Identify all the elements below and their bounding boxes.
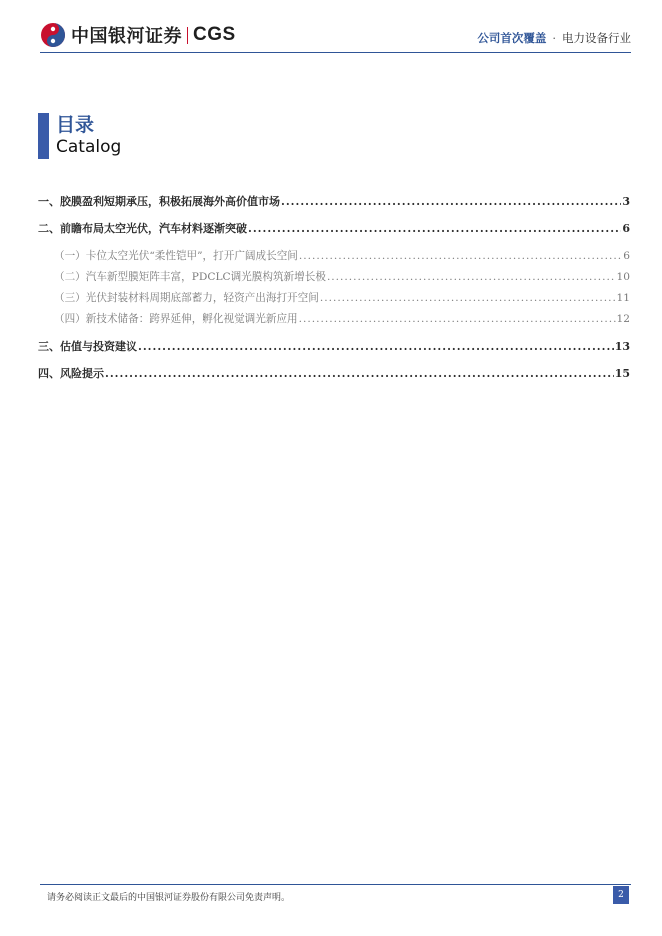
header-meta <box>477 30 631 46</box>
toc-entry-page: 6 <box>622 222 630 235</box>
footer-disclaimer: 请务必阅读正文最后的中国银河证券股份有限公司免责声明。 <box>47 893 291 903</box>
toc-leader-dots <box>138 340 614 353</box>
toc-entry[interactable] <box>38 365 630 381</box>
brand-logo <box>40 22 236 48</box>
toc-subentry[interactable] <box>38 248 630 263</box>
toc-entry-label: 风险提示 <box>60 367 104 380</box>
toc-subentry[interactable] <box>38 311 630 326</box>
toc-entry-label: 卡位太空光伏“柔性铠甲”，打开广阔成长空间 <box>85 250 298 262</box>
toc-entry-page: 11 <box>616 292 630 304</box>
toc-entry-number: 一、 <box>38 195 60 208</box>
toc-leader-dots <box>248 222 621 235</box>
header-separator: · <box>552 31 556 45</box>
toc-entry-page: 10 <box>616 271 630 283</box>
toc-leader-dots <box>299 250 622 262</box>
toc-title: 目录 <box>56 114 95 136</box>
toc-entry-number: 四、 <box>38 367 60 380</box>
toc-subtitle: Catalog <box>56 137 122 157</box>
page-header <box>0 0 662 60</box>
toc-subentry[interactable] <box>38 269 630 284</box>
toc-leader-dots <box>327 271 616 283</box>
report-type: 公司首次覆盖 <box>477 31 547 45</box>
toc-leader-dots <box>281 195 621 208</box>
toc-entry-number: （三） <box>54 292 86 304</box>
toc-entry-number: （四） <box>54 313 86 325</box>
footer-rule <box>40 884 631 885</box>
toc-entry-label: 前瞻布局太空光伏，汽车材料逐渐突破 <box>60 222 247 235</box>
cgs-logo-icon <box>40 22 66 48</box>
toc-entry-page: 13 <box>614 340 630 353</box>
toc-entry-number: 三、 <box>38 340 60 353</box>
toc-entry[interactable] <box>38 220 630 236</box>
toc-entry-page: 15 <box>614 367 630 380</box>
toc-leader-dots <box>105 367 614 380</box>
header-rule <box>40 52 631 53</box>
toc-entry-number: 二、 <box>38 222 60 235</box>
toc-entry-label: 光伏封装材料周期底部蓄力，轻资产出海打开空间 <box>85 292 319 304</box>
toc-entry-label: 估值与投资建议 <box>60 340 137 353</box>
toc-subentry[interactable] <box>38 290 630 305</box>
brand-name-cn: 中国银河证券 <box>71 26 182 47</box>
toc-entry[interactable] <box>38 193 630 209</box>
toc-accent-bar <box>38 113 49 159</box>
toc-entry[interactable] <box>38 338 630 354</box>
toc-entry-label: 汽车新型膜矩阵丰富，PDCLC调光膜构筑新增长极 <box>85 271 326 283</box>
toc-leader-dots <box>320 292 616 304</box>
toc-entry-label: 新技术储备：跨界延伸，孵化视觉调光新应用 <box>85 313 298 325</box>
page-number-badge: 2 <box>613 886 629 904</box>
toc-entry-page: 6 <box>623 250 630 262</box>
toc-entry-label: 胶膜盈利短期承压，积极拓展海外高价值市场 <box>60 195 280 208</box>
toc-entry-page: 12 <box>616 313 630 325</box>
brand-divider <box>187 27 188 44</box>
brand-name-en: CGS <box>193 24 236 45</box>
toc-entry-number: （一） <box>54 250 86 262</box>
industry-label: 电力设备行业 <box>562 31 631 45</box>
toc-leader-dots <box>299 313 616 325</box>
toc-entry-number: （二） <box>54 271 86 283</box>
toc-entry-page: 3 <box>622 195 630 208</box>
